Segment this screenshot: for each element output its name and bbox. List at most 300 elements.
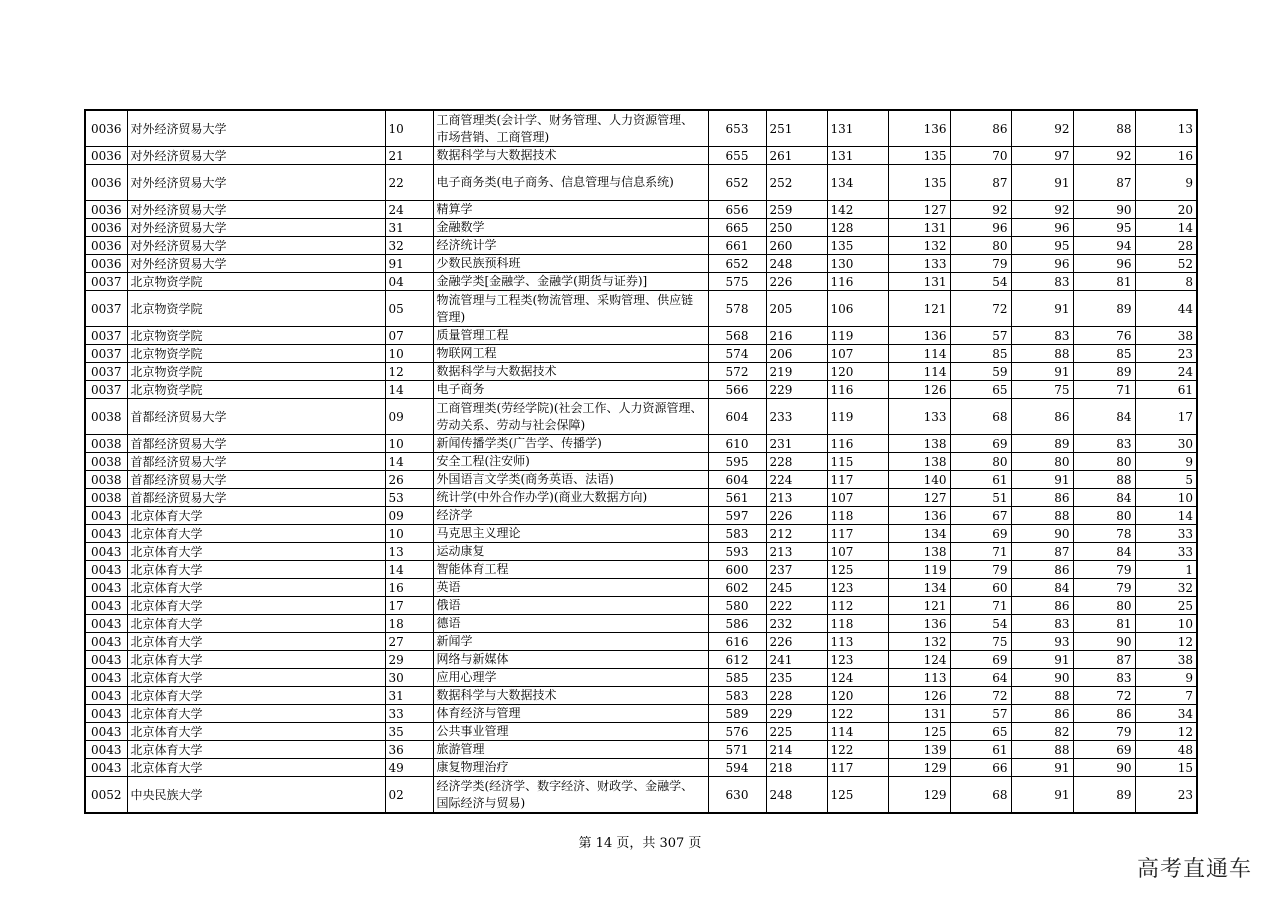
table-row — [85, 435, 1197, 453]
major-name-cell: 旅游管理 — [433, 741, 708, 759]
total-score-cell: 612 — [708, 651, 766, 669]
score-col-a-cell: 228 — [766, 687, 827, 705]
major-name-cell: 工商管理类(会计学、财务管理、人力资源管理、市场营销、工商管理) — [433, 110, 708, 147]
school-code-cell: 0043 — [85, 615, 127, 633]
major-code-cell: 21 — [385, 147, 433, 165]
score-col-b-cell: 125 — [827, 777, 888, 814]
score-col-a-cell: 228 — [766, 453, 827, 471]
school-name-cell: 首都经济贸易大学 — [127, 399, 385, 435]
rank-cell: 61 — [1135, 381, 1197, 399]
score-col-d-cell: 69 — [950, 525, 1011, 543]
school-name-cell: 北京体育大学 — [127, 597, 385, 615]
score-col-f-cell: 88 — [1073, 110, 1135, 147]
table-row — [85, 723, 1197, 741]
major-code-cell: 31 — [385, 687, 433, 705]
school-name-cell: 北京物资学院 — [127, 291, 385, 327]
total-score-cell: 568 — [708, 327, 766, 345]
score-col-a-cell: 229 — [766, 705, 827, 723]
score-col-a-cell: 232 — [766, 615, 827, 633]
score-col-e-cell: 86 — [1011, 561, 1073, 579]
score-col-e-cell: 91 — [1011, 759, 1073, 777]
school-name-cell: 对外经济贸易大学 — [127, 219, 385, 237]
major-code-cell: 17 — [385, 597, 433, 615]
school-name-cell: 北京物资学院 — [127, 345, 385, 363]
total-score-cell: 594 — [708, 759, 766, 777]
score-col-c-cell: 138 — [888, 543, 950, 561]
page-number-footer: 第 14 页，共 307 页 — [578, 836, 702, 851]
table-row — [85, 669, 1197, 687]
school-name-cell: 首都经济贸易大学 — [127, 489, 385, 507]
school-code-cell: 0038 — [85, 399, 127, 435]
major-name-cell: 金融数学 — [433, 219, 708, 237]
score-col-b-cell: 107 — [827, 543, 888, 561]
score-col-d-cell: 60 — [950, 579, 1011, 597]
score-col-f-cell: 90 — [1073, 201, 1135, 219]
major-code-cell: 02 — [385, 777, 433, 814]
rank-cell: 10 — [1135, 489, 1197, 507]
score-col-f-cell: 88 — [1073, 471, 1135, 489]
score-col-b-cell: 118 — [827, 615, 888, 633]
total-score-cell: 566 — [708, 381, 766, 399]
table-row — [85, 597, 1197, 615]
score-col-a-cell: 216 — [766, 327, 827, 345]
table-row — [85, 165, 1197, 201]
major-code-cell: 16 — [385, 579, 433, 597]
major-code-cell: 32 — [385, 237, 433, 255]
score-col-b-cell: 115 — [827, 453, 888, 471]
score-col-f-cell: 72 — [1073, 687, 1135, 705]
score-col-d-cell: 61 — [950, 471, 1011, 489]
score-col-f-cell: 83 — [1073, 669, 1135, 687]
rank-cell: 15 — [1135, 759, 1197, 777]
total-score-cell: 583 — [708, 525, 766, 543]
major-code-cell: 18 — [385, 615, 433, 633]
table-row — [85, 273, 1197, 291]
score-col-a-cell: 248 — [766, 777, 827, 814]
score-col-f-cell: 90 — [1073, 633, 1135, 651]
table-row — [85, 651, 1197, 669]
score-col-a-cell: 231 — [766, 435, 827, 453]
score-col-e-cell: 80 — [1011, 453, 1073, 471]
major-code-cell: 22 — [385, 165, 433, 201]
school-code-cell: 0043 — [85, 759, 127, 777]
major-name-cell: 工商管理类(劳经学院)(社会工作、人力资源管理、劳动关系、劳动与社会保障) — [433, 399, 708, 435]
major-name-cell: 经济学 — [433, 507, 708, 525]
rank-cell: 38 — [1135, 651, 1197, 669]
rank-cell: 10 — [1135, 615, 1197, 633]
rank-cell: 24 — [1135, 363, 1197, 381]
score-col-c-cell: 125 — [888, 723, 950, 741]
school-code-cell: 0037 — [85, 381, 127, 399]
rank-cell: 30 — [1135, 435, 1197, 453]
school-name-cell: 北京体育大学 — [127, 669, 385, 687]
table-row — [85, 525, 1197, 543]
score-col-d-cell: 54 — [950, 273, 1011, 291]
major-name-cell: 物流管理与工程类(物流管理、采购管理、供应链管理) — [433, 291, 708, 327]
major-name-cell: 少数民族预科班 — [433, 255, 708, 273]
school-name-cell: 北京物资学院 — [127, 363, 385, 381]
school-code-cell: 0037 — [85, 291, 127, 327]
major-code-cell: 27 — [385, 633, 433, 651]
rank-cell: 17 — [1135, 399, 1197, 435]
score-col-d-cell: 57 — [950, 705, 1011, 723]
major-code-cell: 04 — [385, 273, 433, 291]
score-col-c-cell: 140 — [888, 471, 950, 489]
major-name-cell: 数据科学与大数据技术 — [433, 147, 708, 165]
major-name-cell: 公共事业管理 — [433, 723, 708, 741]
major-name-cell: 网络与新媒体 — [433, 651, 708, 669]
score-col-e-cell: 96 — [1011, 255, 1073, 273]
table-row — [85, 327, 1197, 345]
total-score-cell: 572 — [708, 363, 766, 381]
score-col-d-cell: 65 — [950, 723, 1011, 741]
score-col-d-cell: 80 — [950, 453, 1011, 471]
table-row — [85, 741, 1197, 759]
major-name-cell: 数据科学与大数据技术 — [433, 687, 708, 705]
score-col-e-cell: 91 — [1011, 165, 1073, 201]
total-score-cell: 652 — [708, 165, 766, 201]
school-name-cell: 对外经济贸易大学 — [127, 201, 385, 219]
score-col-b-cell: 128 — [827, 219, 888, 237]
table-row — [85, 345, 1197, 363]
score-col-c-cell: 121 — [888, 291, 950, 327]
score-col-b-cell: 124 — [827, 669, 888, 687]
table-row — [85, 399, 1197, 435]
score-col-a-cell: 248 — [766, 255, 827, 273]
score-col-b-cell: 119 — [827, 327, 888, 345]
school-name-cell: 中央民族大学 — [127, 777, 385, 814]
major-code-cell: 10 — [385, 525, 433, 543]
score-col-a-cell: 260 — [766, 237, 827, 255]
rank-cell: 8 — [1135, 273, 1197, 291]
total-score-cell: 655 — [708, 147, 766, 165]
score-col-a-cell: 233 — [766, 399, 827, 435]
school-code-cell: 0043 — [85, 597, 127, 615]
rank-cell: 28 — [1135, 237, 1197, 255]
score-col-b-cell: 112 — [827, 597, 888, 615]
school-code-cell: 0043 — [85, 633, 127, 651]
score-col-a-cell: 241 — [766, 651, 827, 669]
score-col-e-cell: 83 — [1011, 273, 1073, 291]
major-name-cell: 应用心理学 — [433, 669, 708, 687]
total-score-cell: 571 — [708, 741, 766, 759]
score-col-c-cell: 135 — [888, 165, 950, 201]
major-name-cell: 马克思主义理论 — [433, 525, 708, 543]
total-score-cell: 630 — [708, 777, 766, 814]
school-code-cell: 0043 — [85, 705, 127, 723]
admission-score-table — [84, 109, 1198, 814]
score-col-c-cell: 129 — [888, 759, 950, 777]
score-col-e-cell: 86 — [1011, 399, 1073, 435]
score-col-d-cell: 57 — [950, 327, 1011, 345]
rank-cell: 33 — [1135, 525, 1197, 543]
score-col-a-cell: 226 — [766, 273, 827, 291]
school-code-cell: 0038 — [85, 471, 127, 489]
school-code-cell: 0043 — [85, 723, 127, 741]
score-col-f-cell: 86 — [1073, 705, 1135, 723]
total-score-cell: 653 — [708, 110, 766, 147]
table-row — [85, 777, 1197, 814]
score-col-f-cell: 85 — [1073, 345, 1135, 363]
score-col-b-cell: 122 — [827, 705, 888, 723]
total-score-cell: 580 — [708, 597, 766, 615]
score-col-a-cell: 245 — [766, 579, 827, 597]
score-col-d-cell: 67 — [950, 507, 1011, 525]
score-col-d-cell: 92 — [950, 201, 1011, 219]
total-score-cell: 610 — [708, 435, 766, 453]
rank-cell: 5 — [1135, 471, 1197, 489]
rank-cell: 12 — [1135, 633, 1197, 651]
score-col-f-cell: 78 — [1073, 525, 1135, 543]
score-col-a-cell: 259 — [766, 201, 827, 219]
school-name-cell: 北京体育大学 — [127, 561, 385, 579]
major-name-cell: 俄语 — [433, 597, 708, 615]
school-code-cell: 0043 — [85, 687, 127, 705]
score-col-a-cell: 235 — [766, 669, 827, 687]
score-col-f-cell: 83 — [1073, 435, 1135, 453]
score-col-e-cell: 91 — [1011, 291, 1073, 327]
total-score-cell: 595 — [708, 453, 766, 471]
table-row — [85, 291, 1197, 327]
table-row — [85, 507, 1197, 525]
table-row — [85, 453, 1197, 471]
major-name-cell: 电子商务类(电子商务、信息管理与信息系统) — [433, 165, 708, 201]
total-score-cell: 574 — [708, 345, 766, 363]
total-score-cell: 604 — [708, 471, 766, 489]
score-col-e-cell: 75 — [1011, 381, 1073, 399]
score-col-d-cell: 80 — [950, 237, 1011, 255]
score-col-b-cell: 131 — [827, 110, 888, 147]
rank-cell: 9 — [1135, 669, 1197, 687]
rank-cell: 16 — [1135, 147, 1197, 165]
score-col-e-cell: 92 — [1011, 110, 1073, 147]
score-col-e-cell: 86 — [1011, 597, 1073, 615]
score-col-e-cell: 91 — [1011, 471, 1073, 489]
school-code-cell: 0036 — [85, 237, 127, 255]
school-code-cell: 0036 — [85, 201, 127, 219]
score-col-e-cell: 88 — [1011, 507, 1073, 525]
table-body — [85, 110, 1197, 813]
total-score-cell: 616 — [708, 633, 766, 651]
score-col-d-cell: 86 — [950, 110, 1011, 147]
score-col-a-cell: 261 — [766, 147, 827, 165]
table-row — [85, 381, 1197, 399]
score-col-a-cell: 206 — [766, 345, 827, 363]
score-col-c-cell: 133 — [888, 255, 950, 273]
score-col-b-cell: 120 — [827, 363, 888, 381]
score-col-d-cell: 71 — [950, 543, 1011, 561]
score-col-a-cell: 225 — [766, 723, 827, 741]
score-col-b-cell: 107 — [827, 489, 888, 507]
score-col-a-cell: 251 — [766, 110, 827, 147]
score-col-c-cell: 136 — [888, 327, 950, 345]
rank-cell: 14 — [1135, 507, 1197, 525]
score-col-c-cell: 135 — [888, 147, 950, 165]
score-col-c-cell: 131 — [888, 705, 950, 723]
school-name-cell: 对外经济贸易大学 — [127, 237, 385, 255]
major-name-cell: 体育经济与管理 — [433, 705, 708, 723]
major-code-cell: 24 — [385, 201, 433, 219]
score-col-a-cell: 219 — [766, 363, 827, 381]
school-name-cell: 对外经济贸易大学 — [127, 165, 385, 201]
score-col-b-cell: 135 — [827, 237, 888, 255]
major-code-cell: 30 — [385, 669, 433, 687]
major-code-cell: 13 — [385, 543, 433, 561]
score-col-a-cell: 226 — [766, 507, 827, 525]
total-score-cell: 661 — [708, 237, 766, 255]
total-score-cell: 652 — [708, 255, 766, 273]
school-code-cell: 0037 — [85, 363, 127, 381]
school-code-cell: 0037 — [85, 345, 127, 363]
score-col-b-cell: 117 — [827, 525, 888, 543]
score-col-f-cell: 89 — [1073, 777, 1135, 814]
score-col-f-cell: 92 — [1073, 147, 1135, 165]
score-col-f-cell: 84 — [1073, 543, 1135, 561]
score-col-f-cell: 84 — [1073, 489, 1135, 507]
school-code-cell: 0043 — [85, 543, 127, 561]
score-col-e-cell: 88 — [1011, 345, 1073, 363]
school-code-cell: 0043 — [85, 579, 127, 597]
school-name-cell: 北京体育大学 — [127, 633, 385, 651]
major-name-cell: 质量管理工程 — [433, 327, 708, 345]
major-name-cell: 金融学类[金融学、金融学(期货与证券)] — [433, 273, 708, 291]
table-row — [85, 687, 1197, 705]
score-col-a-cell: 250 — [766, 219, 827, 237]
score-col-e-cell: 88 — [1011, 687, 1073, 705]
rank-cell: 20 — [1135, 201, 1197, 219]
table-row — [85, 219, 1197, 237]
major-name-cell: 经济学类(经济学、数字经济、财政学、金融学、国际经济与贸易) — [433, 777, 708, 814]
score-col-a-cell: 237 — [766, 561, 827, 579]
major-code-cell: 10 — [385, 345, 433, 363]
score-col-a-cell: 229 — [766, 381, 827, 399]
score-col-f-cell: 80 — [1073, 453, 1135, 471]
watermark-logo-text: 高考直通车 — [1136, 857, 1252, 882]
school-name-cell: 北京体育大学 — [127, 651, 385, 669]
score-col-f-cell: 81 — [1073, 273, 1135, 291]
score-col-f-cell: 79 — [1073, 579, 1135, 597]
score-col-d-cell: 51 — [950, 489, 1011, 507]
score-col-c-cell: 124 — [888, 651, 950, 669]
table-row — [85, 561, 1197, 579]
score-col-d-cell: 59 — [950, 363, 1011, 381]
score-col-d-cell: 70 — [950, 147, 1011, 165]
table-row — [85, 759, 1197, 777]
score-col-d-cell: 68 — [950, 399, 1011, 435]
major-name-cell: 安全工程(注安师) — [433, 453, 708, 471]
score-col-e-cell: 83 — [1011, 615, 1073, 633]
score-col-c-cell: 129 — [888, 777, 950, 814]
major-code-cell: 10 — [385, 435, 433, 453]
score-col-c-cell: 126 — [888, 687, 950, 705]
school-name-cell: 北京物资学院 — [127, 327, 385, 345]
score-col-b-cell: 118 — [827, 507, 888, 525]
major-code-cell: 49 — [385, 759, 433, 777]
score-col-f-cell: 79 — [1073, 723, 1135, 741]
school-name-cell: 对外经济贸易大学 — [127, 147, 385, 165]
total-score-cell: 586 — [708, 615, 766, 633]
school-code-cell: 0043 — [85, 561, 127, 579]
major-name-cell: 经济统计学 — [433, 237, 708, 255]
score-col-b-cell: 142 — [827, 201, 888, 219]
score-col-e-cell: 90 — [1011, 669, 1073, 687]
school-code-cell: 0038 — [85, 453, 127, 471]
score-col-c-cell: 139 — [888, 741, 950, 759]
score-col-d-cell: 72 — [950, 687, 1011, 705]
major-code-cell: 12 — [385, 363, 433, 381]
major-code-cell: 14 — [385, 453, 433, 471]
rank-cell: 7 — [1135, 687, 1197, 705]
table-row — [85, 237, 1197, 255]
major-code-cell: 26 — [385, 471, 433, 489]
table-row — [85, 147, 1197, 165]
score-col-a-cell: 218 — [766, 759, 827, 777]
total-score-cell: 600 — [708, 561, 766, 579]
score-col-d-cell: 69 — [950, 435, 1011, 453]
school-name-cell: 北京体育大学 — [127, 741, 385, 759]
major-code-cell: 05 — [385, 291, 433, 327]
major-code-cell: 10 — [385, 110, 433, 147]
school-name-cell: 北京体育大学 — [127, 759, 385, 777]
score-col-e-cell: 83 — [1011, 327, 1073, 345]
major-name-cell: 物联网工程 — [433, 345, 708, 363]
total-score-cell: 576 — [708, 723, 766, 741]
total-score-cell: 583 — [708, 687, 766, 705]
score-col-c-cell: 134 — [888, 525, 950, 543]
major-code-cell: 14 — [385, 561, 433, 579]
school-code-cell: 0037 — [85, 327, 127, 345]
rank-cell: 23 — [1135, 345, 1197, 363]
table-row — [85, 633, 1197, 651]
school-name-cell: 首都经济贸易大学 — [127, 453, 385, 471]
score-col-d-cell: 87 — [950, 165, 1011, 201]
score-col-c-cell: 136 — [888, 110, 950, 147]
major-name-cell: 数据科学与大数据技术 — [433, 363, 708, 381]
rank-cell: 34 — [1135, 705, 1197, 723]
table-row — [85, 363, 1197, 381]
score-col-f-cell: 80 — [1073, 507, 1135, 525]
score-col-d-cell: 79 — [950, 561, 1011, 579]
score-col-b-cell: 117 — [827, 471, 888, 489]
rank-cell: 25 — [1135, 597, 1197, 615]
score-col-c-cell: 131 — [888, 219, 950, 237]
major-code-cell: 33 — [385, 705, 433, 723]
total-score-cell: 602 — [708, 579, 766, 597]
rank-cell: 12 — [1135, 723, 1197, 741]
score-col-a-cell: 213 — [766, 543, 827, 561]
score-col-a-cell: 226 — [766, 633, 827, 651]
table-row — [85, 110, 1197, 147]
school-code-cell: 0036 — [85, 147, 127, 165]
total-score-cell: 656 — [708, 201, 766, 219]
score-col-e-cell: 89 — [1011, 435, 1073, 453]
score-col-c-cell: 114 — [888, 363, 950, 381]
score-col-c-cell: 121 — [888, 597, 950, 615]
score-col-b-cell: 120 — [827, 687, 888, 705]
school-code-cell: 0037 — [85, 273, 127, 291]
score-col-c-cell: 127 — [888, 489, 950, 507]
score-col-e-cell: 96 — [1011, 219, 1073, 237]
score-col-b-cell: 131 — [827, 147, 888, 165]
score-col-c-cell: 113 — [888, 669, 950, 687]
score-col-b-cell: 123 — [827, 651, 888, 669]
score-col-e-cell: 90 — [1011, 525, 1073, 543]
major-code-cell: 35 — [385, 723, 433, 741]
school-code-cell: 0038 — [85, 489, 127, 507]
school-code-cell: 0036 — [85, 110, 127, 147]
rank-cell: 9 — [1135, 453, 1197, 471]
score-col-c-cell: 133 — [888, 399, 950, 435]
